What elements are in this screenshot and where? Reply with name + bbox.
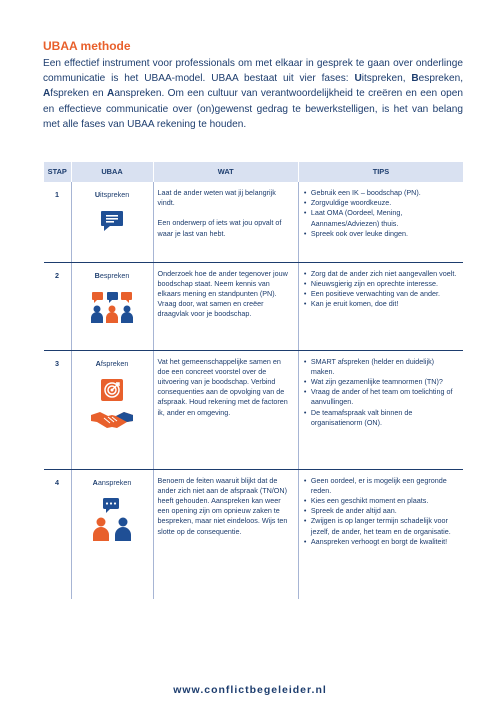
- row-tips: [298, 469, 463, 599]
- tip-item: • Gebruik een IK – boodschap (PN).: [311, 188, 459, 198]
- tip-item: • Nieuwsgierig zijn en oprechte interesse.: [311, 279, 459, 289]
- row-phase: [71, 350, 153, 469]
- phase-rest: fspreken: [100, 358, 129, 368]
- row-wat: [153, 350, 298, 469]
- handshake-icon: [90, 407, 134, 429]
- wat-text: Een onderwerp of iets wat jou opvalt of waar je last van hebt.: [157, 218, 282, 238]
- table-row: [44, 350, 464, 469]
- wat-text: Onderzoek hoe de ander tegenover jouw boodschap staat. Neem kennis van elkaars mening en standpunten (PN). Vraag door, wat samen en creëer draagvlak voor je boodschap.: [157, 268, 288, 319]
- wat-text: Vat het gemeenschappelijke samen en doe een concreet voorstel over de uitvoering van je boodschap. Verbind consequenties aan de opvolging van de afspraak. Houd rekening met de factoren ik, ander en omgeving.: [157, 356, 288, 417]
- phase-rest: anspreken: [97, 477, 132, 487]
- phase-name: [76, 271, 149, 281]
- phase-name: [76, 190, 149, 200]
- tip-item: • Spreek ook over leuke dingen.: [311, 229, 459, 239]
- tip-item: • De teamafspraak valt binnen de organisatienorm (ON).: [311, 408, 459, 428]
- phase-initial: A: [95, 358, 101, 368]
- tip-item: • Spreek de ander altijd aan.: [311, 506, 459, 516]
- phase-name: [76, 359, 149, 369]
- tip-item: • SMART afspreken (helder en duidelijk) maken.: [311, 357, 459, 377]
- intro-a2-rest: anspreken.: [114, 88, 165, 100]
- phase-name: [76, 478, 149, 488]
- table-header-row: [44, 162, 464, 182]
- two-people-talking-icon: [92, 498, 132, 542]
- header-ubaa: UBAA: [71, 162, 153, 182]
- phase-rest: itspreken: [100, 190, 130, 199]
- intro-u-rest: itspreken,: [361, 73, 412, 85]
- tip-item: • Zorgvuldige woordkeuze.: [311, 198, 459, 208]
- intro-b-initial: B: [411, 73, 419, 85]
- speech-bubble-icon: [100, 210, 124, 232]
- group-discussion-icon: [90, 291, 134, 325]
- intro-a1-rest: fspreken en: [50, 88, 108, 100]
- intro-b-rest: espreken,: [418, 73, 463, 85]
- row-step-number: 4: [55, 477, 59, 487]
- ubaa-table: [43, 162, 463, 599]
- table-row: [44, 182, 464, 262]
- wat-text: Benoem de feiten waaruit blijkt dat de ander zich niet aan de afspraak (TN/ON) heeft gehouden. Aanspreken kan weer een opening zijn om opnieuw zaken te bespreken, maar niet eindeloos. Wijs ten slotte op de consequentie.: [157, 475, 288, 536]
- tip-item: • Zwijgen is op langer termijn schadelijk voor jezelf, de ander, het team en de organisatie.: [311, 516, 459, 536]
- row-wat: [153, 182, 298, 262]
- phase-initial: A: [92, 477, 98, 487]
- phase-initial: B: [94, 270, 100, 280]
- tip-item: • Zorg dat de ander zich niet aangevallen voelt.: [311, 269, 459, 279]
- table-row: [44, 469, 464, 599]
- header-tips: TIPS: [298, 162, 463, 182]
- intro-a2-initial: A: [107, 88, 115, 100]
- row-wat: [153, 262, 298, 350]
- row-tips: [298, 262, 463, 350]
- tip-item: • Vraag de ander of het team om toelichting of aanvullingen.: [311, 387, 459, 407]
- intro-text-1: Een effectief instrument voor professionals om met elkaar in gesprek te gaan over onderlinge communicatie is het UBAA-model. UBAA bestaat uit vier fases:: [43, 58, 463, 85]
- tip-item: • Geen oordeel, er is mogelijk een gegronde reden.: [311, 476, 459, 496]
- page-title: UBAA methode: [43, 39, 131, 53]
- phase-rest: espreken: [99, 270, 130, 280]
- wat-text: Laat de ander weten wat jij belangrijk vindt.: [157, 188, 276, 208]
- header-stap: STAP: [44, 162, 72, 182]
- row-tips: [298, 350, 463, 469]
- row-phase: [71, 469, 153, 599]
- row-phase: [71, 182, 153, 262]
- header-wat: WAT: [153, 162, 298, 182]
- phase-initial: U: [94, 190, 101, 199]
- intro-u-initial: U: [354, 73, 362, 85]
- row-phase: [71, 262, 153, 350]
- row-step-number: 3: [44, 350, 72, 469]
- tip-item: • Wat zijn gezamenlijke teamnormen (TN)?: [311, 377, 459, 387]
- intro-paragraph: [43, 56, 463, 132]
- row-tips: [298, 182, 463, 262]
- row-step-number: 1: [44, 182, 72, 262]
- intro-a1-initial: A: [43, 88, 51, 100]
- tip-item: • Kan je eruit komen, doe dit!: [311, 299, 459, 309]
- row-wat: [153, 469, 298, 599]
- intro-section: [43, 39, 463, 132]
- tip-item: • Aanspreken verhoogt en borgt de kwaliteit!: [311, 537, 459, 547]
- tip-item: • Kies een geschikt moment en plaats.: [311, 496, 459, 506]
- tip-item: • Laat OMA (Oordeel, Mening, Aannames/Adviezen) thuis.: [311, 208, 459, 228]
- target-icon: [101, 379, 123, 401]
- table-row: [44, 262, 464, 350]
- footer-website: www.conflictbegeleider.nl: [173, 684, 327, 696]
- tip-item: • Een positieve verwachting van de ander.: [311, 289, 459, 299]
- intro-text-2: Om een cultuur van verantwoordelijkheid te creëren en een open en effectieve communicatie over (on)gewenst gedrag te bewerkstelligen, is het van belang met alle fases van UBAA rekening te houden.: [43, 88, 463, 130]
- row-step-number: 2: [44, 262, 72, 350]
